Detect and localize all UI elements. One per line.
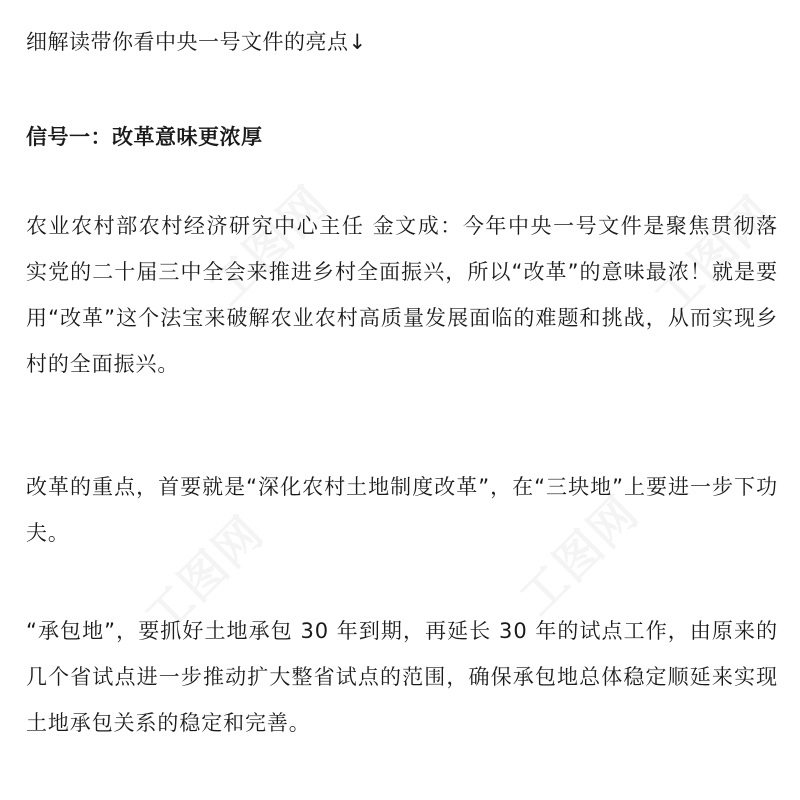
watermark: 工图网 — [199, 175, 340, 316]
paragraph-3: “承包地”，要抓好土地承包 30 年到期，再延长 30 年的试点工作，由原来的几个省试点进一步推动扩大整省试点的范围，确保承包地总体稳定顺延来实现土地承包关系的稳定和完善。 — [26, 619, 778, 735]
watermark: 工图网 — [509, 485, 650, 626]
paragraph-1: 农业农村部农村经济研究中心主任 金文成：今年中央一号文件是聚焦贯彻落实党的二十届三中全会来推进乡村全面振兴，所以“改革”的意味最浓！就是要用“改革”这个法宝来破解农业农村高质量发展面临的难题和挑战，从而实现乡村的全面振兴。 — [26, 214, 778, 376]
watermark: 工图网 — [644, 185, 785, 326]
watermark: 工图网 — [134, 505, 275, 646]
intro-line: 细解读带你看中央一号文件的亮点↓ — [26, 30, 367, 54]
section-heading: 信号一：改革意味更浓厚 — [26, 125, 263, 149]
paragraph-2: 改革的重点，首要就是“深化农村土地制度改革”，在“三块地”上要进一步下功夫。 — [26, 475, 778, 545]
